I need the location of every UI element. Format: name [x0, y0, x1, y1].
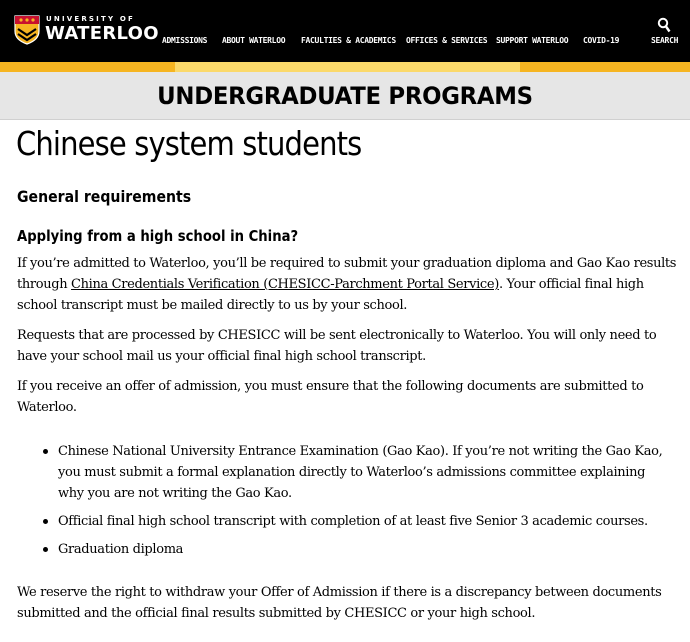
- list-item: [43, 539, 673, 560]
- paragraph-chesicc-requests: Requests that are processed by CHESICC will be sent electronically to Waterloo. You will only need to have your school mail us your official final high school transcript.: [17, 328, 657, 364]
- chesicc-link[interactable]: China Credentials Verification (CHESICC-Parchment Portal Service): [71, 277, 499, 292]
- search-icon: [657, 17, 671, 33]
- paragraph-withdraw-offer: We reserve the right to withdraw your Offer of Admission if there is a discrepancy between documents submitted and the official final results submitted by CHESICC or your high school.: [17, 585, 662, 621]
- paragraph-admitted-text-1: If you’re admitted to Waterloo, you’ll be required to submit your graduation diploma and Gao Kao results through: [17, 256, 677, 292]
- nav-faculties-academics[interactable]: FACULTIES & ACADEMICS: [301, 36, 396, 45]
- document-gao-kao: Chinese National University Entrance Examination (Gao Kao). If you’re not writing the Gao Kao, you must submit a formal explanation directly to Waterloo’s admissions committee explaining why you are not writing the Gao Kao.: [58, 444, 663, 501]
- crest-icon: [14, 15, 40, 45]
- list-item: [43, 511, 673, 532]
- page-title: Chinese system students: [16, 124, 362, 163]
- required-documents-list: [43, 441, 673, 567]
- logo-university-of: UNIVERSITY OF: [46, 15, 135, 23]
- university-logo[interactable]: [14, 9, 159, 53]
- program-banner-title[interactable]: UNDERGRADUATE PROGRAMS: [157, 82, 533, 110]
- paragraph-offer-documents: If you receive an offer of admission, you must ensure that the following documents are submitted to Waterloo.: [17, 379, 644, 415]
- nav-covid-19[interactable]: COVID-19: [583, 36, 620, 45]
- nav-admissions[interactable]: ADMISSIONS: [162, 36, 208, 45]
- gold-stripe: [0, 62, 690, 72]
- search-label: SEARCH: [651, 36, 679, 45]
- general-requirements-heading: General requirements: [17, 187, 192, 206]
- bullet-icon: [43, 449, 48, 454]
- logo-waterloo: WATERLOO: [45, 23, 159, 44]
- applying-china-heading: Applying from a high school in China?: [17, 227, 299, 245]
- program-banner: [0, 72, 690, 120]
- document-transcript: Official final high school transcript with completion of at least five Senior 3 academic courses.: [58, 514, 648, 529]
- top-navigation-bar: [0, 0, 690, 62]
- search-button[interactable]: [651, 15, 681, 49]
- paragraph-admitted: [17, 253, 677, 316]
- gold-stripe-highlight: [175, 62, 520, 72]
- list-item: [43, 441, 673, 504]
- bullet-icon: [43, 547, 48, 552]
- bullet-icon: [43, 519, 48, 524]
- paragraph-admitted-text-2: . Your official final high school transcript must be mailed directly to us by your school.: [17, 277, 644, 313]
- nav-offices-services[interactable]: OFFICES & SERVICES: [406, 36, 488, 45]
- document-diploma: Graduation diploma: [58, 542, 184, 557]
- nav-support-waterloo[interactable]: SUPPORT WATERLOO: [496, 36, 569, 45]
- nav-about-waterloo[interactable]: ABOUT WATERLOO: [222, 36, 286, 45]
